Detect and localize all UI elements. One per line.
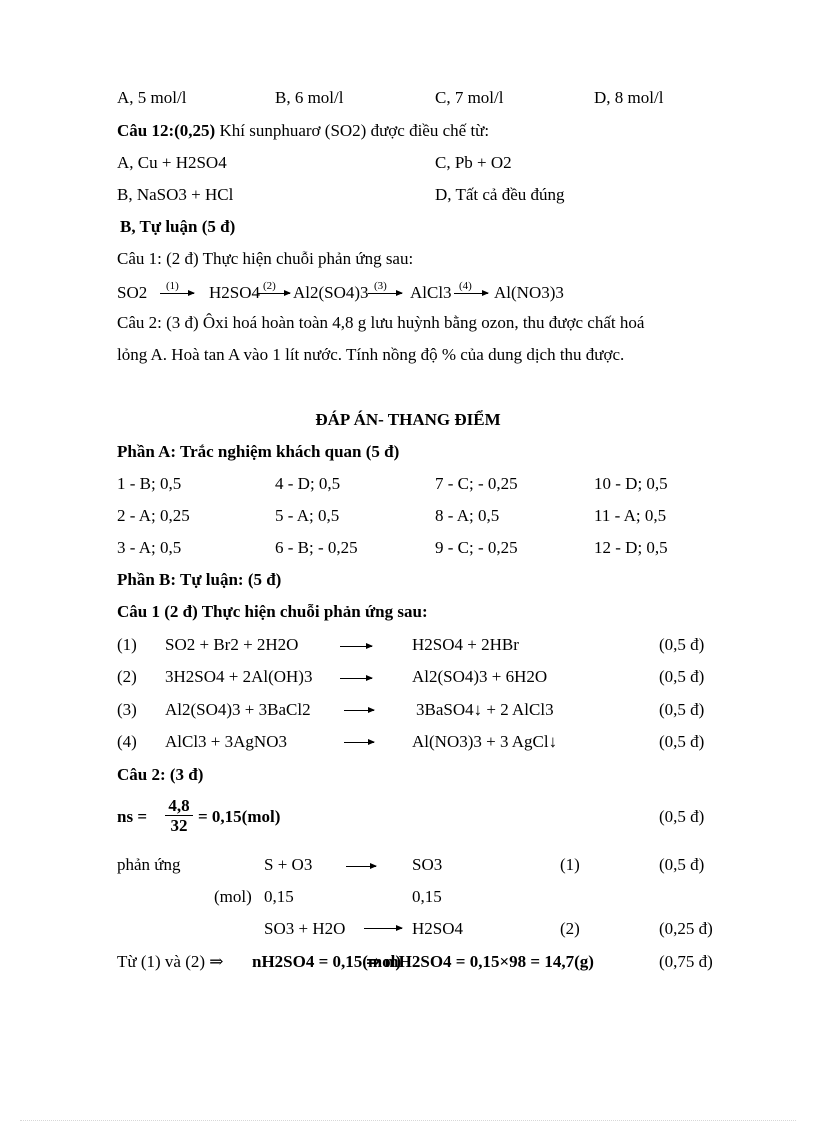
ns-rhs: = 0,15(mol) <box>198 807 281 826</box>
reaction-points: (0,5 đ) <box>659 635 705 654</box>
answer-cell: 6 - B; - 0,25 <box>275 538 358 557</box>
chain-label-4: (4) <box>459 280 472 292</box>
chain-so2: SO2 <box>117 283 148 302</box>
r2-arrow <box>364 928 402 929</box>
q12-option-a: A, Cu + H2SO4 <box>117 153 227 172</box>
chain-label-3: (3) <box>374 280 387 292</box>
q11-option-c: C, 7 mol/l <box>435 88 504 107</box>
chain-arrow-1 <box>160 293 194 294</box>
final-lead: Từ (1) và (2) ⇒ <box>117 952 224 971</box>
ns-numerator: 4,8 <box>168 796 190 815</box>
r2-number: (2) <box>560 919 580 938</box>
reaction-number: (2) <box>117 667 137 686</box>
r1-label: phản ứng <box>117 855 181 874</box>
answer-cell: 3 - A; 0,5 <box>117 538 182 557</box>
answers-part-a: Phần A: Trắc nghiệm khách quan (5 đ) <box>117 442 400 461</box>
reaction-number: (3) <box>117 700 137 719</box>
answer-cell: 11 - A; 0,5 <box>594 506 667 525</box>
reaction-lhs: Al2(SO4)3 + 3BaCl2 <box>165 700 311 719</box>
essay-q1: Câu 1: (2 đ) Thực hiện chuỗi phản ứng sau: <box>117 249 414 268</box>
essay-q2-line2: lỏng A. Hoà tan A vào 1 lít nước. Tính nồng độ % của dung dịch thu được. <box>117 345 625 364</box>
r1-arrow <box>346 866 376 867</box>
chain-alno33: Al(NO3)3 <box>494 283 564 302</box>
answer-cell: 4 - D; 0,5 <box>275 474 341 493</box>
essay-q2-line1: Câu 2: (3 đ) Ôxi hoá hoàn toàn 4,8 g lưu huỳnh bằng ozon, thu được chất hoá <box>117 313 645 332</box>
reaction-rhs: Al2(SO4)3 + 6H2O <box>412 667 548 686</box>
answers-part-b: Phần B: Tự luận: (5 đ) <box>117 570 282 589</box>
reaction-points: (0,5 đ) <box>659 732 705 751</box>
q12-option-d: D, Tất cả đều đúng <box>435 185 565 204</box>
q11-option-d: D, 8 mol/l <box>594 88 664 107</box>
reaction-points: (0,5 đ) <box>659 667 705 686</box>
chain-arrow-3 <box>368 293 402 294</box>
answers-title: ĐÁP ÁN- THANG ĐIỂM <box>315 410 501 429</box>
answer-cell: 10 - D; 0,5 <box>594 474 668 493</box>
reaction-points: (0,5 đ) <box>659 700 705 719</box>
chain-arrow-2 <box>258 293 290 294</box>
mol-label: (mol) <box>214 887 252 906</box>
q12-option-b: B, NaSO3 + HCl <box>117 185 234 204</box>
chain-label-1: (1) <box>166 280 179 292</box>
chain-alcl3: AlCl3 <box>410 283 452 302</box>
answer-cell: 12 - D; 0,5 <box>594 538 668 557</box>
answer-cell: 7 - C; - 0,25 <box>435 474 518 493</box>
r1-lhs: S + O3 <box>264 855 313 874</box>
final-expr-n: nH2SO4 = 0,15(mol) <box>252 952 401 971</box>
r2-points: (0,25 đ) <box>659 919 713 938</box>
q11-option-a: A, 5 mol/l <box>117 88 187 107</box>
reaction-number: (4) <box>117 732 137 751</box>
reaction-arrow <box>344 710 374 711</box>
answers-c2-heading: Câu 2: (3 đ) <box>117 765 204 784</box>
ns-lhs: ns = <box>117 807 148 826</box>
reaction-rhs: 3BaSO4↓ + 2 AlCl3 <box>416 700 554 719</box>
reaction-lhs: AlCl3 + 3AgNO3 <box>165 732 287 751</box>
final-points: (0,75 đ) <box>659 952 713 971</box>
answer-cell: 2 - A; 0,25 <box>117 506 190 525</box>
reaction-arrow <box>344 742 374 743</box>
answer-cell: 5 - A; 0,5 <box>275 506 340 525</box>
reaction-arrow <box>340 646 372 647</box>
final-expr-m: ⇒ mH2SO4 = 0,15×98 = 14,7(g) <box>366 952 594 971</box>
mol-value-1: 0,15 <box>264 887 294 906</box>
answer-cell: 8 - A; 0,5 <box>435 506 500 525</box>
q12-label: Câu 12:(0,25) <box>117 121 216 140</box>
reaction-lhs: SO2 + Br2 + 2H2O <box>165 635 299 654</box>
answers-c1-heading: Câu 1 (2 đ) Thực hiện chuỗi phản ứng sau: <box>117 602 428 621</box>
q11-option-b: B, 6 mol/l <box>275 88 344 107</box>
r1-rhs: SO3 <box>412 855 443 874</box>
q12-option-c: C, Pb + O2 <box>435 153 512 172</box>
page-bottom-divider <box>20 1120 796 1121</box>
chain-h2so4: H2SO4 <box>209 283 261 302</box>
reaction-rhs: H2SO4 + 2HBr <box>412 635 519 654</box>
essay-heading: B, Tự luận (5 đ) <box>120 217 236 236</box>
r2-lhs: SO3 + H2O <box>264 919 346 938</box>
mol-value-2: 0,15 <box>412 887 442 906</box>
r1-number: (1) <box>560 855 580 874</box>
q12-text: Khí sunphuarơ (SO2) được điều chế từ: <box>219 121 490 140</box>
reaction-number: (1) <box>117 635 137 654</box>
ns-points: (0,5 đ) <box>659 807 705 826</box>
answer-cell: 1 - B; 0,5 <box>117 474 182 493</box>
reaction-lhs: 3H2SO4 + 2Al(OH)3 <box>165 667 313 686</box>
chain-label-2: (2) <box>263 280 276 292</box>
ns-fraction <box>165 796 193 836</box>
chain-arrow-4 <box>454 293 488 294</box>
ns-denominator: 32 <box>170 816 188 835</box>
chain-al2so43: Al2(SO4)3 <box>293 283 369 302</box>
reaction-arrow <box>340 678 372 679</box>
reaction-rhs: Al(NO3)3 + 3 AgCl↓ <box>412 732 558 751</box>
r1-points: (0,5 đ) <box>659 855 705 874</box>
q12-question <box>117 121 489 141</box>
r2-rhs: H2SO4 <box>412 919 464 938</box>
answer-cell: 9 - C; - 0,25 <box>435 538 518 557</box>
